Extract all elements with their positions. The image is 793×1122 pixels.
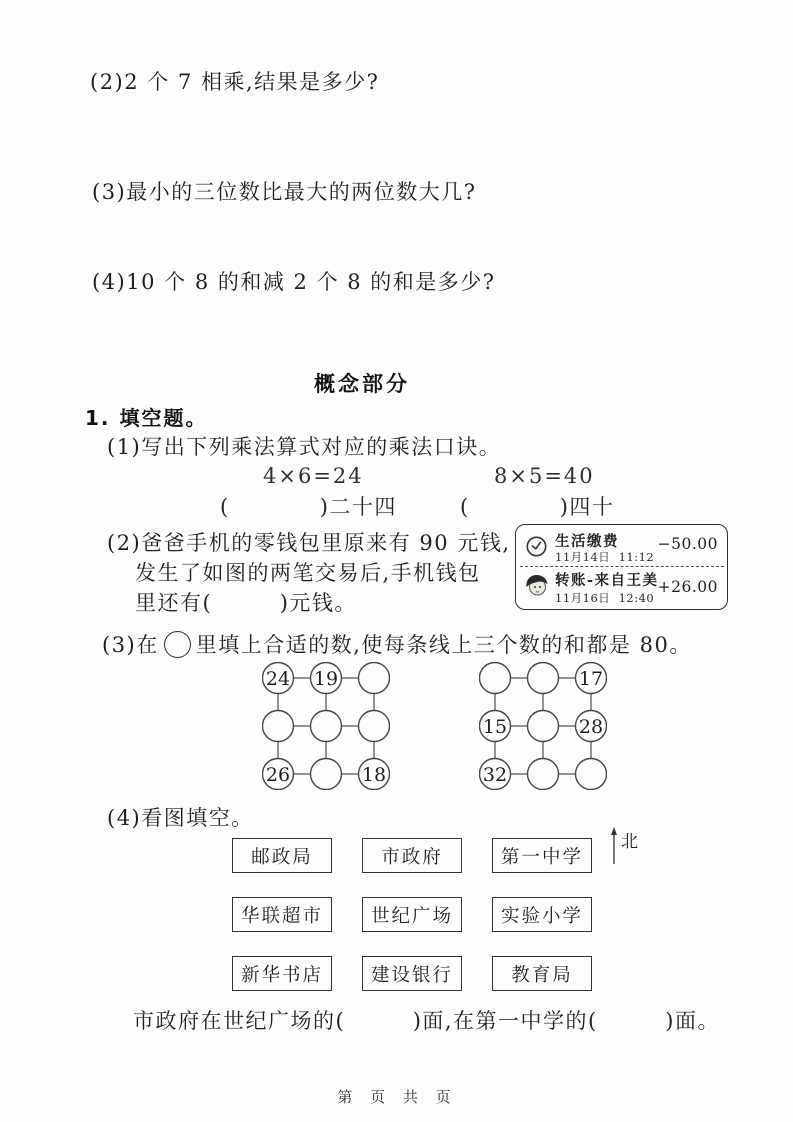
sub-question-3-text [102, 629, 692, 659]
equation-2: 8×5=40 [494, 464, 595, 488]
problem-1-heading [85, 402, 207, 431]
section-title: 概念部分 [314, 372, 410, 396]
page-footer: 第 页 共 页 [337, 1088, 456, 1106]
wallet-transactions-panel [515, 524, 728, 610]
sub-question-1-text: (1)写出下列乘法算式对应的乘法口诀。 [107, 435, 502, 459]
map-box-supermarket: 华联超市 [232, 897, 332, 932]
number-grid-right[interactable] [479, 662, 607, 790]
answer-blank-2: ( )四十 [460, 495, 615, 519]
transaction-2-amount: +26.00 [657, 578, 718, 596]
grid-circle-value: 26 [265, 764, 291, 786]
map-box-first-school: 第一中学 [492, 838, 592, 873]
sub-question-4-text: (4)看图填空。 [107, 806, 254, 830]
answer-blank-1: ( )二十四 [220, 495, 397, 519]
sub-question-3-before: (3)在 [102, 633, 159, 657]
sub-question-2-line-2: 发生了如图的两笔交易后,手机钱包 [135, 561, 481, 585]
grid-circle[interactable] [311, 711, 342, 742]
number-grid-left[interactable] [262, 662, 390, 790]
grid-circle[interactable] [263, 711, 294, 742]
equation-1: 4×6=24 [263, 464, 364, 488]
transaction-2-date: 11月16日 12:40 [555, 591, 655, 605]
sub-question-3-after: 里填上合适的数,使每条线上三个数的和都是 80。 [195, 633, 692, 657]
sub-question-2-line-3: 里还有( )元钱。 [135, 591, 357, 615]
grid-circle-value: 19 [313, 668, 339, 690]
map-box-bank: 建设银行 [362, 956, 462, 991]
transaction-1-title: 生活缴费 [555, 533, 619, 550]
grid-circle-value: 32 [482, 764, 508, 786]
divider [520, 566, 724, 567]
avatar-icon [523, 572, 550, 602]
grid-circle[interactable] [528, 663, 559, 694]
grid-circle[interactable] [311, 759, 342, 790]
transaction-1-amount: −50.00 [657, 535, 718, 553]
sub-question-4-fill-line: 市政府在世纪广场的( )面,在第一中学的( )面。 [133, 1009, 720, 1033]
blank-circle-icon [164, 631, 191, 658]
north-arrow-icon [609, 827, 619, 869]
map-box-bookstore: 新华书店 [232, 956, 332, 991]
grid-circle-value: 18 [361, 764, 387, 786]
map-box-primary-school: 实验小学 [492, 897, 592, 932]
problem-1-title: 填空题。 [119, 406, 208, 430]
grid-circle[interactable] [528, 759, 559, 790]
transaction-2-title: 转账-来自王美 [555, 572, 659, 589]
question-4: (4)10 个 8 的和减 2 个 8 的和是多少? [92, 270, 496, 294]
north-label: 北 [621, 832, 638, 852]
transaction-1-date: 11月14日 11:12 [555, 550, 655, 564]
grid-circle-value: 28 [578, 716, 604, 738]
map-box-education-bureau: 教育局 [492, 956, 592, 991]
grid-circle[interactable] [528, 711, 559, 742]
north-indicator [609, 827, 638, 869]
payment-icon [525, 535, 548, 562]
grid-circle[interactable] [359, 663, 390, 694]
sub-question-2-line-1: (2)爸爸手机的零钱包里原来有 90 元钱, [107, 531, 511, 555]
grid-circle-value: 17 [578, 668, 604, 690]
map-box-post-office: 邮政局 [232, 838, 332, 873]
place-map [232, 838, 592, 991]
grid-circle[interactable] [576, 759, 607, 790]
grid-circle[interactable] [359, 711, 390, 742]
map-box-century-square: 世纪广场 [362, 897, 462, 932]
grid-circle[interactable] [480, 663, 511, 694]
question-2: (2)2 个 7 相乘,结果是多少? [90, 70, 380, 94]
grid-circle-value: 24 [265, 668, 291, 690]
problem-1-number: 1. [85, 406, 111, 430]
map-box-city-hall: 市政府 [362, 838, 462, 873]
question-3: (3)最小的三位数比最大的两位数大几? [92, 180, 477, 204]
grid-circle-value: 15 [482, 716, 508, 738]
